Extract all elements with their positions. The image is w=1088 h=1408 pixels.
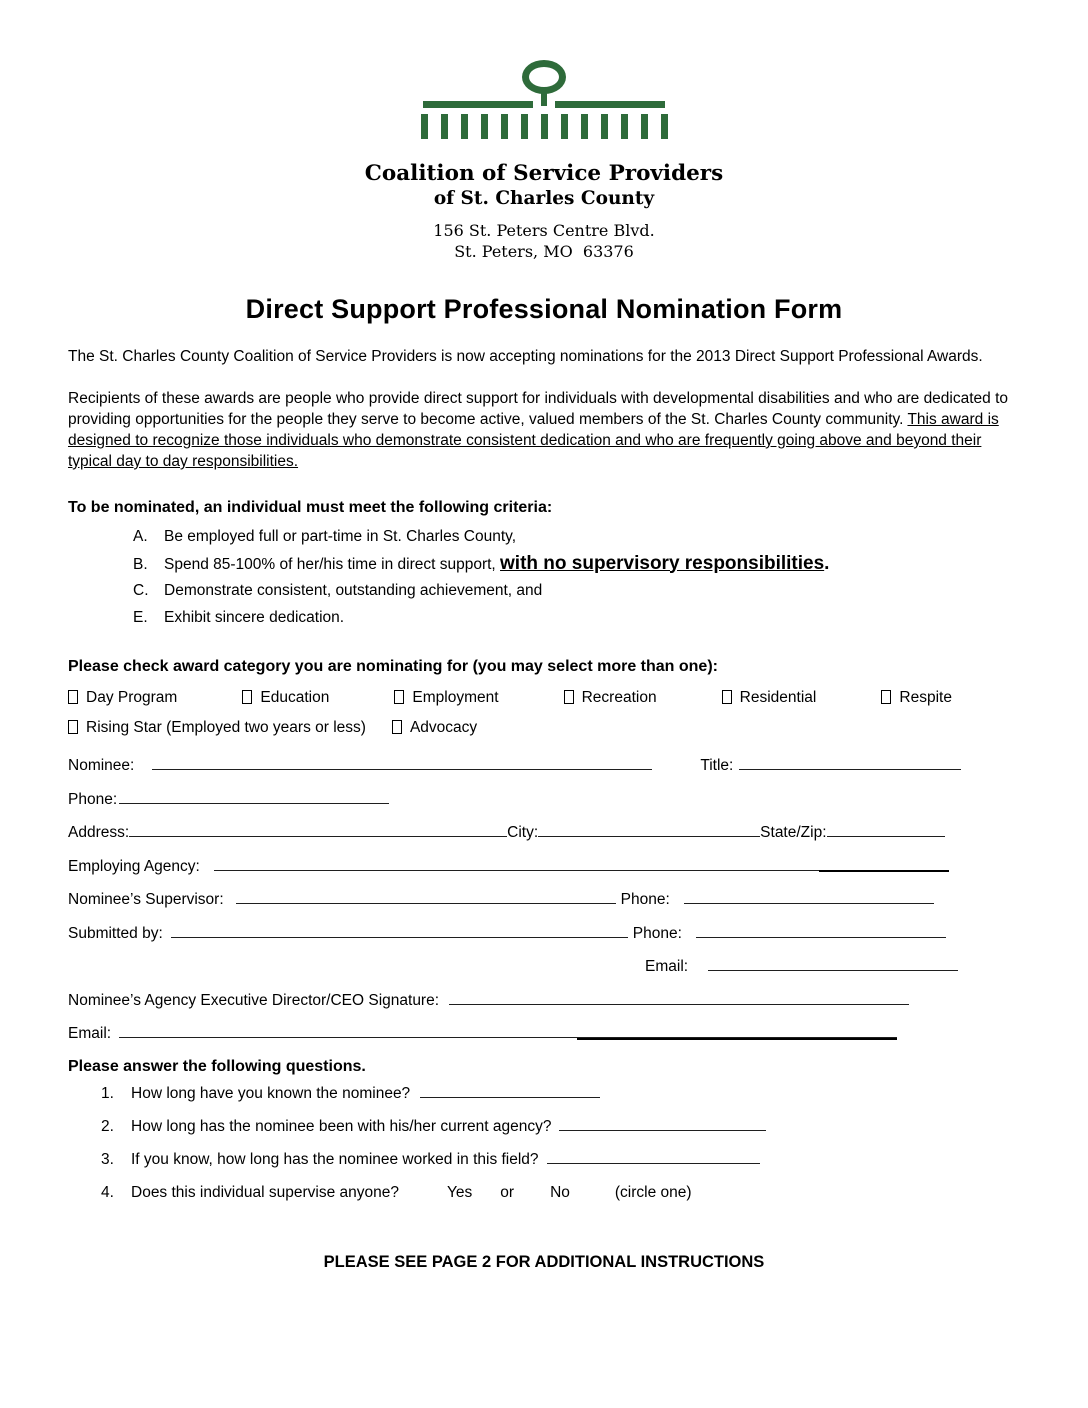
question-number: 1. bbox=[101, 1084, 114, 1102]
ceo-signature-field[interactable] bbox=[449, 991, 909, 1005]
category-advocacy bbox=[392, 719, 477, 737]
logo-ticks bbox=[421, 114, 668, 139]
form-fields-section bbox=[68, 756, 1020, 1044]
criteria-text: Demonstrate consistent, outstanding achievement, and bbox=[164, 582, 543, 599]
nominee-name-field[interactable] bbox=[152, 756, 652, 770]
supervisor-phone-label: Phone: bbox=[620, 891, 670, 908]
employing-agency-field[interactable] bbox=[214, 857, 949, 871]
category-recreation bbox=[564, 689, 657, 707]
criteria-letter: B. bbox=[133, 555, 148, 573]
ceo-signature-label: Nominee’s Agency Executive Director/CEO Signature: bbox=[68, 991, 440, 1009]
question-1 bbox=[68, 1084, 1020, 1104]
question-number: 2. bbox=[101, 1117, 114, 1135]
questions-heading: Please answer the following questions. bbox=[68, 1057, 366, 1075]
category-label: Day Program bbox=[86, 689, 178, 706]
question-text: Does this individual supervise anyone? bbox=[131, 1183, 399, 1201]
category-employment bbox=[394, 689, 498, 707]
criteria-letter: E. bbox=[133, 608, 148, 626]
q4-yes-option[interactable]: Yes bbox=[446, 1183, 473, 1201]
criteria-heading: To be nominated, an individual must meet the following criteria: bbox=[68, 499, 553, 516]
q1-answer-field[interactable] bbox=[420, 1084, 600, 1098]
nominee-row bbox=[68, 756, 1020, 776]
criteria-item-a bbox=[68, 524, 1020, 551]
email-row bbox=[68, 1024, 1020, 1044]
logo-bars bbox=[421, 101, 668, 108]
ceo-signature-row bbox=[68, 991, 1020, 1011]
category-row-2 bbox=[68, 719, 1020, 737]
submitter-phone-field[interactable] bbox=[696, 924, 946, 938]
org-address-line2: St. Peters, MO 63376 bbox=[454, 242, 634, 261]
q2-answer-field[interactable] bbox=[559, 1117, 766, 1131]
org-name-line2: of St. Charles County bbox=[433, 188, 655, 209]
category-education bbox=[242, 689, 329, 707]
state-zip-label: State/Zip: bbox=[760, 824, 827, 841]
criteria-letter: A. bbox=[133, 528, 148, 545]
category-residential bbox=[722, 689, 817, 707]
city-label: City: bbox=[507, 824, 539, 841]
criteria-item-b bbox=[68, 551, 1020, 579]
document-header bbox=[68, 60, 1020, 262]
q3-answer-field[interactable] bbox=[547, 1150, 760, 1164]
submitted-by-label: Submitted by: bbox=[68, 924, 163, 942]
category-row-1 bbox=[68, 689, 952, 707]
question-text: How long has the nominee been with his/her current agency? bbox=[131, 1117, 552, 1135]
criteria-text: Be employed full or part-time in St. Charles County, bbox=[164, 528, 517, 545]
criteria-text: Spend 85-100% of her/his time in direct support, bbox=[164, 555, 501, 573]
email-label: Email: bbox=[68, 1025, 112, 1042]
intro-paragraph-2-underlined: This award is designed to recognize those individuals who demonstrate consistent dedication and who are frequently going above and beyond their typical day to day responsibilities. bbox=[68, 411, 999, 470]
criteria-emphasis-suffix: . bbox=[824, 552, 830, 574]
intro-paragraph-2 bbox=[68, 388, 1020, 472]
nominee-label: Nominee: bbox=[68, 757, 135, 774]
double-line-artifact bbox=[819, 870, 949, 872]
intro-paragraph-2-normal: Recipients of these awards are people who provide direct support for individuals with developmental disabilities and who are dedicated to providing opportunities for the people they serve to become active, valued members of the St. Charles County community. bbox=[68, 390, 1009, 428]
nominee-title-field[interactable] bbox=[739, 756, 961, 770]
criteria-item-e bbox=[68, 605, 1020, 632]
criteria-item-c bbox=[68, 578, 1020, 605]
checkbox-education[interactable] bbox=[242, 690, 252, 704]
category-label: Employment bbox=[412, 689, 499, 706]
coalition-logo-icon bbox=[421, 60, 668, 139]
org-address-line1: 156 St. Peters Centre Blvd. bbox=[433, 221, 655, 240]
city-field[interactable] bbox=[538, 823, 760, 837]
category-rising-star bbox=[68, 719, 366, 737]
criteria-letter: C. bbox=[133, 582, 149, 599]
form-title: Direct Support Professional Nomination Form bbox=[245, 294, 843, 324]
checkbox-day-program[interactable] bbox=[68, 690, 78, 704]
question-number: 4. bbox=[101, 1183, 114, 1201]
question-2 bbox=[68, 1117, 1020, 1137]
category-respite bbox=[881, 689, 952, 707]
checkbox-residential[interactable] bbox=[722, 690, 732, 704]
employing-agency-row bbox=[68, 857, 1020, 877]
category-label: Education bbox=[260, 689, 330, 706]
category-label: Respite bbox=[899, 689, 952, 706]
nominee-phone-field[interactable] bbox=[119, 790, 389, 804]
supervisor-row bbox=[68, 890, 1020, 910]
category-day-program bbox=[68, 689, 177, 707]
questions-list bbox=[68, 1084, 1020, 1203]
category-label: Residential bbox=[739, 689, 817, 706]
question-text: If you know, how long has the nominee worked in this field? bbox=[131, 1150, 539, 1168]
page-footer-note: PLEASE SEE PAGE 2 FOR ADDITIONAL INSTRUCTIONS bbox=[323, 1252, 765, 1271]
submitter-phone-label: Phone: bbox=[632, 924, 682, 942]
double-line-artifact bbox=[577, 1038, 897, 1040]
address-row bbox=[68, 823, 1020, 843]
submitter-email-field[interactable] bbox=[708, 957, 958, 971]
checkbox-recreation[interactable] bbox=[564, 690, 574, 704]
submitted-by-field[interactable] bbox=[171, 924, 628, 938]
criteria-emphasis: with no supervisory responsibilities bbox=[500, 552, 825, 574]
intro-paragraph-1: The St. Charles County Coalition of Service Providers is now accepting nominations for the 2013 Direct Support Professional Awards. bbox=[68, 348, 983, 365]
submitter-email-row bbox=[645, 957, 1020, 977]
submitter-email-label: Email: bbox=[645, 958, 689, 975]
q4-no-option[interactable]: No bbox=[550, 1183, 570, 1201]
checkbox-advocacy[interactable] bbox=[392, 720, 402, 734]
categories-heading: Please check award category you are nominating for (you may select more than one): bbox=[68, 658, 718, 675]
employing-agency-label: Employing Agency: bbox=[68, 857, 200, 875]
org-name-line1: Coalition of Service Providers bbox=[364, 161, 724, 186]
q4-or-text: or bbox=[500, 1183, 515, 1201]
q4-circle-instruction: (circle one) bbox=[614, 1183, 692, 1201]
criteria-list bbox=[68, 524, 1020, 631]
supervisor-phone-field[interactable] bbox=[684, 890, 934, 904]
supervisor-label: Nominee’s Supervisor: bbox=[68, 891, 224, 908]
nominee-phone-label: Phone: bbox=[68, 790, 118, 808]
question-4 bbox=[68, 1183, 1020, 1203]
supervisor-name-field[interactable] bbox=[236, 890, 616, 904]
criteria-text: Exhibit sincere dedication. bbox=[164, 608, 345, 626]
email-field[interactable] bbox=[119, 1024, 897, 1038]
state-zip-field[interactable] bbox=[827, 823, 945, 837]
address-field[interactable] bbox=[129, 823, 507, 837]
submitted-by-row bbox=[68, 924, 1020, 944]
category-label: Advocacy bbox=[409, 719, 478, 736]
question-number: 3. bbox=[101, 1150, 114, 1168]
checkbox-employment[interactable] bbox=[394, 690, 404, 704]
address-label: Address: bbox=[68, 824, 130, 841]
logo-oval bbox=[522, 60, 566, 94]
category-label: Recreation bbox=[581, 689, 657, 706]
title-label: Title: bbox=[700, 757, 734, 774]
checkbox-respite[interactable] bbox=[881, 690, 891, 704]
question-3 bbox=[68, 1150, 1020, 1170]
nominee-phone-row bbox=[68, 790, 1020, 810]
category-label: Rising Star (Employed two years or less) bbox=[86, 719, 366, 736]
checkbox-rising-star[interactable] bbox=[68, 720, 78, 734]
question-text: How long have you known the nominee? bbox=[131, 1084, 411, 1102]
